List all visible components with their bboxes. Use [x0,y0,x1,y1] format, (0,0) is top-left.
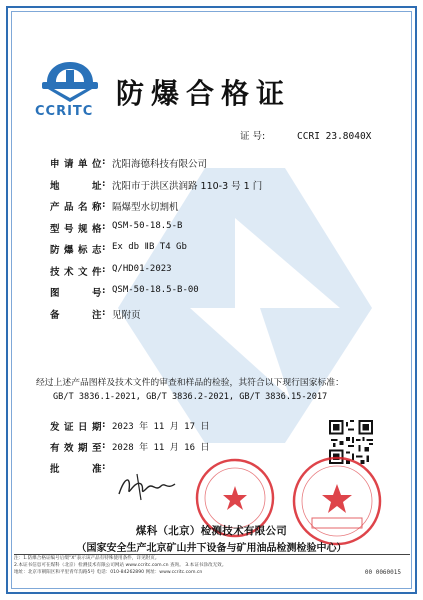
field-row-drawing-no: 图号 : QSM-50-18.5-B-00 [50,285,199,299]
footer-serial-code: 00 0060015 [364,569,401,576]
field-row-technical-docs: 技术文件 : Q/HD01-2023 [50,263,172,278]
certificate-number-value: CCRI 23.8040X [297,131,372,142]
field-value: QSM-50-18.5-B-00 [112,285,199,295]
field-row-model: 型号规格 : QSM-50-18.5-B [50,220,183,235]
field-value: 见附页 [112,309,141,321]
field-value: QSM-50-18.5-B [112,220,183,231]
compliance-statement: 经过上述产品图样及技术文件的审查和样品的检验，其符合以下现行国家标准： [36,378,344,388]
date-label: 有效期至 [50,443,102,454]
field-value: Q/HD01-2023 [112,263,172,274]
field-value: 沈阳海德科技有限公司 [112,159,208,170]
field-value: 沈阳市于洪区洪润路 110-3 号 1 门 [112,180,263,192]
field-row-applicant: 申请单位 : 沈阳海德科技有限公司 [50,156,208,170]
footer-note-line: 2.本证书信息可在煤科（北京）检测技术有限公司网站 www.ccritc.com.cn 查询。 3.本证书涂改无效。 [14,563,227,568]
footer-notes [14,554,410,585]
field-label: 型号规格 [50,223,102,235]
date-value: 2023 年 11 月 17 日 [112,422,210,432]
field-label: 产品名称 [50,202,102,213]
footer-note-line: 注：1.防爆合格证编号后缀“X”表示该产品有特殊使用条件，详见附页。 [14,556,160,561]
issue-date-row: 发证日期 : 2023 年 11 月 17 日 [50,419,210,433]
approval-row: 批准 : [50,461,106,475]
certificate-title: 防爆合格证 [116,77,292,110]
certificate-fields [50,152,390,324]
issuer-center-name: （国家安全生产北京矿山井下设备与矿用油品检测检验中心） [76,543,347,554]
date-value: 2028 年 11 月 16 日 [112,443,210,453]
standards-list: GB/T 3836.1-2021, GB/T 3836.2-2021, GB/T 3836.15-2017 [53,392,328,402]
certificate-number-label: 证 号: [240,131,266,142]
field-label: 备注 [50,309,102,321]
field-value: 隔爆型水切割机 [112,202,179,213]
handwritten-signature [115,466,185,506]
valid-until-row: 有效期至 : 2028 年 11 月 16 日 [50,440,210,454]
field-row-address: 地址 : 沈阳市于洪区洪润路 110-3 号 1 门 [50,177,263,192]
field-value: Ex db ⅡB T4 Gb [112,242,187,252]
field-label: 地址 [50,180,102,192]
field-row-remarks: 备注 : 见附页 [50,306,141,321]
footer-note-line: 地址：北京市朝阳区和平里青年沟路5号 电话：010-84262890 网址：www.ccritc.com.cn [14,570,203,575]
date-label: 批准 [50,464,102,475]
issuer-name: 煤科（北京）检测技术有限公司 [135,525,288,537]
field-row-product-name: 产品名称 : 隔爆型水切割机 [50,199,179,213]
field-label: 技术文件 [50,266,102,278]
certificate-number [240,128,410,142]
field-label: 防爆标志 [50,245,102,256]
field-row-ex-marking: 防爆标志 : Ex db ⅡB T4 Gb [50,242,187,256]
date-label: 发证日期 [50,422,102,433]
field-label: 申请单位 [50,159,102,170]
logo-text: CCRITC [35,104,94,119]
field-label: 图号 [50,288,102,299]
